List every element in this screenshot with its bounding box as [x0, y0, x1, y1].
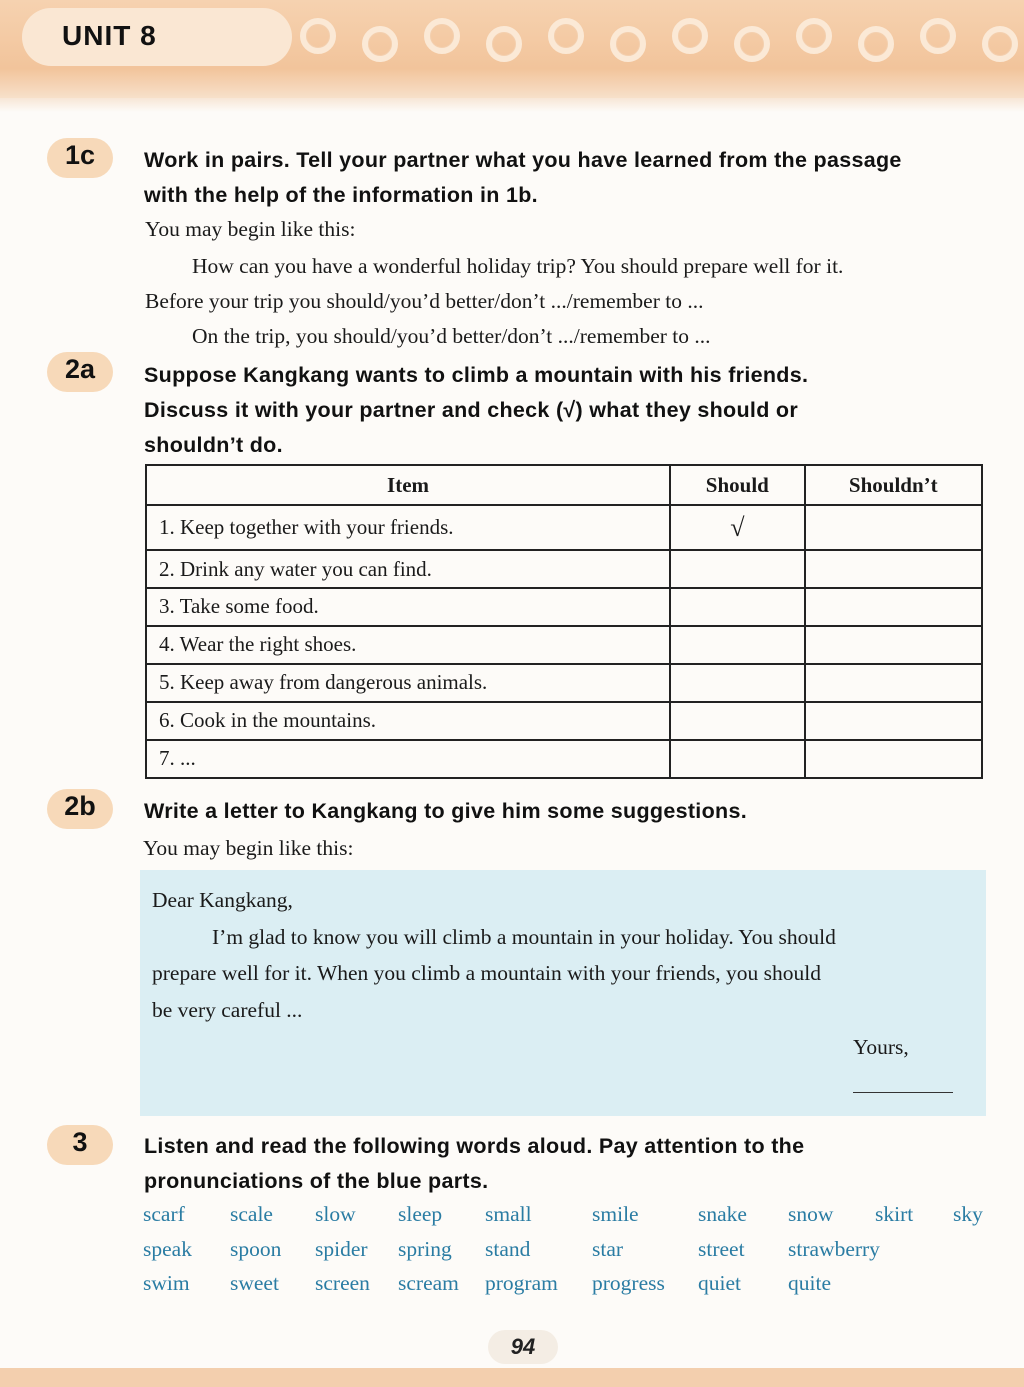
- unit-title: UNIT 8: [62, 20, 157, 51]
- letter-body-line2: prepare well for it. When you climb a mountain with your friends, you should: [152, 961, 821, 985]
- row-shouldnt-cell[interactable]: [805, 588, 982, 626]
- letter-closing: Yours,: [853, 1035, 909, 1059]
- ring-decoration: [300, 18, 336, 54]
- letter-body-line1: I’m glad to know you will climb a mountain in your holiday. You should: [212, 925, 836, 949]
- word-item: street: [698, 1237, 745, 1261]
- begin-text-1c: You may begin like this:: [145, 217, 356, 241]
- table-row: [146, 626, 982, 664]
- signature-line: [853, 1092, 953, 1093]
- row-item: 7. ...: [146, 740, 670, 778]
- row-item: 6. Cook in the mountains.: [146, 702, 670, 740]
- row-item: 3. Take some food.: [146, 588, 670, 626]
- sample-line-3: On the trip, you should/you’d better/don’t .../remember to ...: [192, 324, 711, 348]
- header-should: Should: [670, 465, 805, 505]
- word-item: progress: [592, 1271, 665, 1295]
- word-item: sweet: [230, 1271, 279, 1295]
- sample-line-2: Before your trip you should/you’d better/don’t .../remember to ...: [145, 289, 704, 313]
- row-should-cell[interactable]: [670, 588, 805, 626]
- sample-line-1: How can you have a wonderful holiday trip? You should prepare well for it.: [192, 254, 844, 278]
- word-item: slow: [315, 1202, 356, 1226]
- row-should-cell[interactable]: [670, 702, 805, 740]
- page-number: 94: [488, 1330, 558, 1364]
- table-row: [146, 664, 982, 702]
- section-label-2b: 2b: [64, 791, 96, 821]
- instruction-2a-line2: Discuss it with your partner and check (√) what they should or: [144, 398, 799, 422]
- word-item: spring: [398, 1237, 452, 1261]
- should-table: [145, 464, 983, 779]
- row-shouldnt-cell[interactable]: [805, 740, 982, 778]
- word-item: sky: [953, 1202, 983, 1226]
- table-row: [146, 505, 982, 550]
- instruction-2a-line1: Suppose Kangkang wants to climb a mountain with his friends.: [144, 363, 809, 387]
- letter-body-line3: be very careful ...: [152, 998, 303, 1022]
- ring-decoration: [486, 26, 522, 62]
- ring-decoration: [796, 18, 832, 54]
- instruction-3-line2: pronunciations of the blue parts.: [144, 1169, 489, 1193]
- section-label-2a: 2a: [64, 354, 96, 384]
- ring-decoration: [362, 26, 398, 62]
- ring-decoration: [672, 18, 708, 54]
- table-header-row: [146, 465, 982, 505]
- word-item: small: [485, 1202, 532, 1226]
- row-item: 4. Wear the right shoes.: [146, 626, 670, 664]
- word-item: spoon: [230, 1237, 282, 1261]
- instruction-2b: Write a letter to Kangkang to give him some suggestions.: [144, 799, 747, 823]
- word-item: smile: [592, 1202, 639, 1226]
- table-row: [146, 702, 982, 740]
- row-item: 2. Drink any water you can find.: [146, 550, 670, 588]
- header-shouldnt: Shouldn’t: [805, 465, 982, 505]
- row-should-cell[interactable]: [670, 664, 805, 702]
- row-shouldnt-cell[interactable]: [805, 550, 982, 588]
- word-item: star: [592, 1237, 624, 1261]
- word-item: stand: [485, 1237, 531, 1261]
- word-item: strawberry: [788, 1237, 880, 1261]
- word-item: scream: [398, 1271, 459, 1295]
- word-item: program: [485, 1271, 558, 1295]
- word-item: skirt: [875, 1202, 914, 1226]
- instruction-1c-line1: Work in pairs. Tell your partner what you have learned from the passage: [144, 148, 902, 172]
- table-row: [146, 550, 982, 588]
- word-item: snake: [698, 1202, 747, 1226]
- word-item: snow: [788, 1202, 834, 1226]
- row-item: 5. Keep away from dangerous animals.: [146, 664, 670, 702]
- table-row: [146, 740, 982, 778]
- section-label-3: 3: [72, 1127, 88, 1157]
- row-should-cell[interactable]: [670, 550, 805, 588]
- row-shouldnt-cell[interactable]: [805, 626, 982, 664]
- table-row: [146, 588, 982, 626]
- ring-decoration: [610, 26, 646, 62]
- instruction-1c-line2: with the help of the information in 1b.: [144, 183, 538, 207]
- ring-decoration: [858, 26, 894, 62]
- word-item: speak: [143, 1237, 192, 1261]
- word-item: screen: [315, 1271, 370, 1295]
- letter-greeting: Dear Kangkang,: [152, 888, 293, 912]
- ring-decoration: [734, 26, 770, 62]
- header-item: Item: [146, 465, 670, 505]
- word-item: quite: [788, 1271, 831, 1295]
- row-should-cell[interactable]: √: [670, 505, 805, 550]
- ring-decoration: [982, 26, 1018, 62]
- row-shouldnt-cell[interactable]: [805, 702, 982, 740]
- row-item: 1. Keep together with your friends.: [146, 505, 670, 550]
- row-should-cell[interactable]: [670, 626, 805, 664]
- ring-decoration: [548, 18, 584, 54]
- row-shouldnt-cell[interactable]: [805, 505, 982, 550]
- ring-decoration: [424, 18, 460, 54]
- word-item: scarf: [143, 1202, 185, 1226]
- instruction-3-line1: Listen and read the following words aloud. Pay attention to the: [144, 1134, 805, 1158]
- word-item: spider: [315, 1237, 368, 1261]
- footer-band: [0, 1368, 1024, 1387]
- instruction-2a-line3: shouldn’t do.: [144, 433, 283, 457]
- row-shouldnt-cell[interactable]: [805, 664, 982, 702]
- word-item: swim: [143, 1271, 190, 1295]
- begin-text-2b: You may begin like this:: [143, 836, 354, 860]
- header-fade: [0, 98, 1024, 112]
- word-item: scale: [230, 1202, 273, 1226]
- word-item: quiet: [698, 1271, 741, 1295]
- word-item: sleep: [398, 1202, 443, 1226]
- ring-decoration: [920, 18, 956, 54]
- section-label-1c: 1c: [64, 140, 96, 170]
- row-should-cell[interactable]: [670, 740, 805, 778]
